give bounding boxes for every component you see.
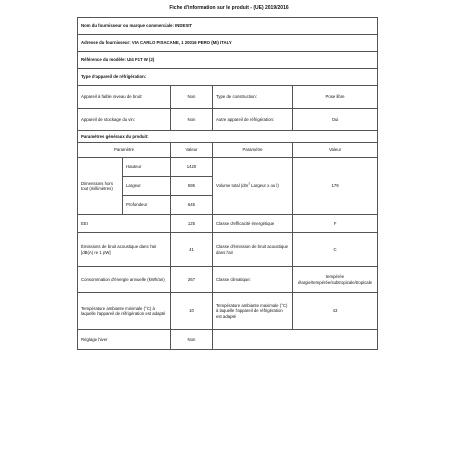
winter-setting-value: Non (171, 330, 213, 350)
column-header-param-1: Paramètre (78, 143, 171, 158)
noise-class-value: C (293, 233, 378, 267)
climate-class-label: Classe climatique: (213, 267, 293, 293)
product-info-table (77, 17, 378, 350)
column-header-value-1: Valeur (171, 143, 213, 158)
model-reference: Référence du modèle: UI4 F1T W (2) (78, 52, 378, 69)
supplier-address: Adresse du fournisseur: VIA CARLO PISACANE, 1 20016 PERO (MI) ITALY (78, 35, 378, 52)
low-noise-label: Appareil à faible niveau de bruit: (78, 86, 171, 109)
winter-setting-label: Réglage hiver (78, 330, 171, 350)
general-params-heading: Paramètres généraux du produit: (78, 131, 378, 143)
empty-cell-right (293, 330, 378, 350)
other-appliance-label: Autre appareil de réfrigération: (213, 109, 293, 131)
appliance-type-heading: Type d'appareil de réfrigération: (78, 69, 378, 86)
eei-value: 125 (171, 215, 213, 233)
dimensions-label: Dimensions hors tout (millimètres) (78, 158, 123, 215)
height-value: 1420 (171, 158, 213, 177)
empty-cell-left (213, 330, 293, 350)
total-volume-value: 179 (293, 158, 378, 215)
noise-class-label: Classe d'émission de bruit acoustique dans l'air (213, 233, 293, 267)
total-volume-label: Volume total ($dm^3$ Largeur x ou l) (213, 158, 293, 215)
width-label: Largeur (123, 177, 171, 196)
energy-class-label: Classe d'efficacité énergétique (213, 215, 293, 233)
construction-value: Pose libre (293, 86, 378, 109)
other-appliance-value: Oui (293, 109, 378, 131)
column-header-value-2: Valeur (293, 143, 378, 158)
energy-consumption-label: Consommation d'énergie annuelle (kWh/an) (78, 267, 171, 293)
height-label: Hauteur (123, 158, 171, 177)
wine-storage-label: Appareil de stockage du vin: (78, 109, 171, 131)
eei-label: EEI (78, 215, 171, 233)
depth-label: Profondeur (123, 196, 171, 215)
min-temp-value: 10 (171, 293, 213, 330)
max-temp-value: 43 (293, 293, 378, 330)
noise-emission-label: Émissions de bruit acoustique dans l'air [dB(A) re 1 pW] (78, 233, 171, 267)
document-title: Fiche d'information sur le produit - (UE) 2019/2016 (169, 5, 289, 11)
construction-label: Type de construction: (213, 86, 293, 109)
climate-class-value: tempérée élargie/tempérée/subtropicale/tropicale (293, 267, 378, 293)
supplier-name: Nom du fournisseur ou marque commerciale: INDESIT (78, 18, 378, 35)
energy-consumption-value: 267 (171, 267, 213, 293)
energy-class-value: F (293, 215, 378, 233)
low-noise-value: Non (171, 86, 213, 109)
max-temp-label: Température ambiante maximale (°C) à laquelle l'appareil de réfrigération est adapté (213, 293, 293, 330)
wine-storage-value: Non (171, 109, 213, 131)
min-temp-label: Température ambiante minimale (°C) à laquelle l'appareil de réfrigération est adapté (78, 293, 171, 330)
width-value: 595 (171, 177, 213, 196)
noise-emission-value: 41 (171, 233, 213, 267)
depth-value: 645 (171, 196, 213, 215)
column-header-param-2: Paramètre (213, 143, 293, 158)
